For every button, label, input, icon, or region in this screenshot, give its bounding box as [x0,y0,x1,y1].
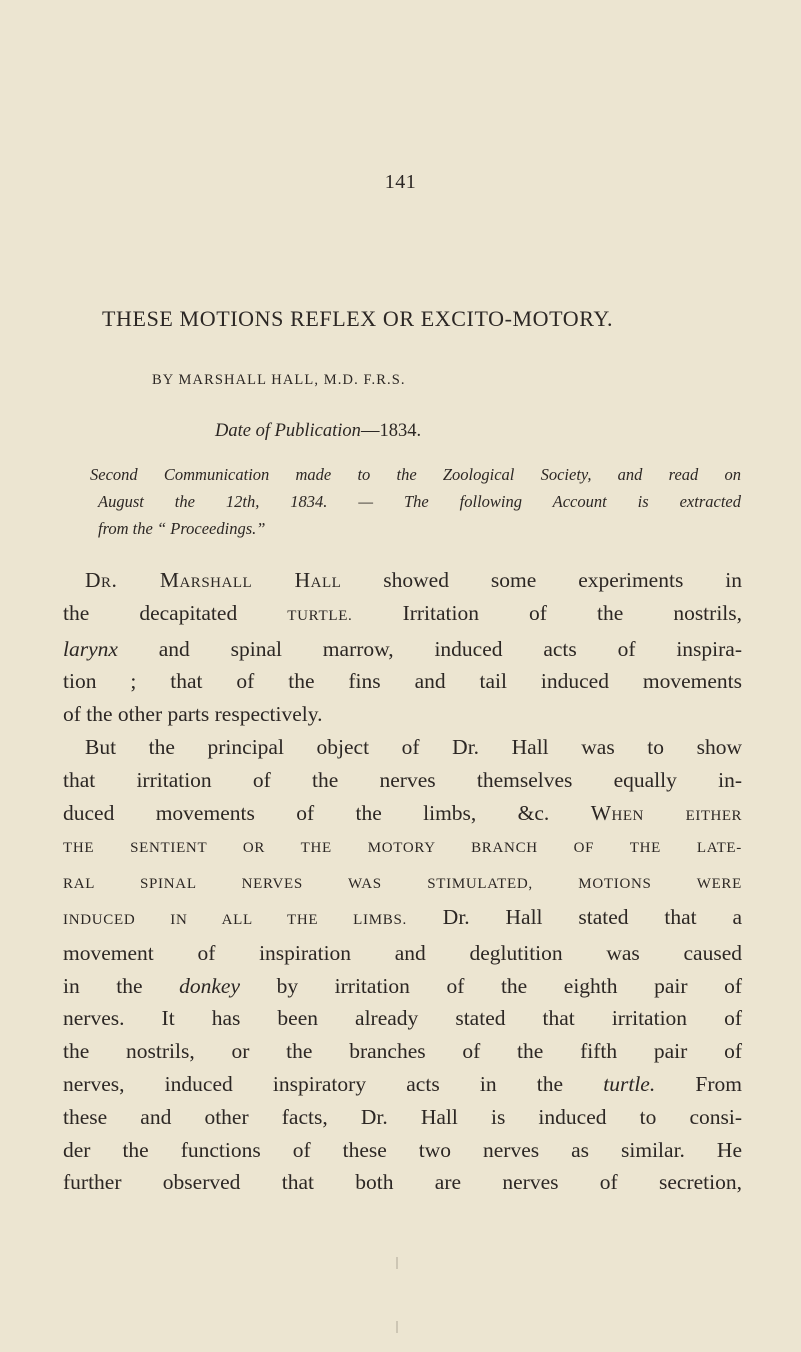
paper-mark [396,1321,398,1333]
italic-term: donkey [179,973,241,998]
body-line [63,564,742,597]
body-line: tion ; that of the fins and tail induced movements [63,669,742,694]
body-line [63,797,742,830]
body-line: further observed that both are nerves of secretion, [63,1170,742,1195]
body-text-span: showed some experiments in [341,568,742,592]
body-text-span: nerves, induced inspiratory acts in the [63,1071,604,1096]
body-line: der the functions of these two nerves as similar. He [63,1137,742,1162]
smallcaps-phrase: RAL SPINAL NERVES WAS STIMULATED, MOTIONS WERE [63,876,742,893]
smallcaps-phrase: When either [590,800,743,825]
intro-note [90,461,741,542]
body-line [63,633,742,666]
body-line [63,1068,742,1101]
body-line [63,865,742,901]
body-text-span: Irritation of the nostrils, [352,600,743,625]
body-line: these and other facts, Dr. Hall is induced to consi- [63,1104,742,1129]
body-line: But the principal object of Dr. Hall was to show [85,734,742,759]
body-text-span: by irritation of the eighth pair of [240,973,742,998]
body-line: movement of inspiration and deglutition was caused [63,940,742,965]
italic-term: larynx [63,636,118,661]
publication-date [215,421,421,442]
body-line: nerves. It has been already stated that irritation of [63,1006,742,1031]
publication-date-separator: — [360,421,380,441]
body-line [63,829,742,865]
publication-date-label: Date of Publication [215,421,361,441]
body-text-span: in the [63,973,180,998]
italic-term: turtle. [603,1071,656,1096]
body-line: the nostrils, or the branches of the fifth pair of [63,1039,742,1064]
body-text [63,564,742,1199]
publication-date-year: 1834. [379,421,422,441]
body-line: of the other parts respectively. [63,702,323,727]
body-line [63,901,742,937]
intro-line: August the 12th, 1834. — The following Account is extracted [98,492,741,511]
intro-line: Second Communication made to the Zoological Society, and read on [90,465,741,484]
article-title: THESE MOTIONS REFLEX OR EXCITO-MOTORY. [102,306,614,331]
smallcaps-phrase: INDUCED IN ALL THE LIMBS. [63,911,407,928]
smallcaps-phrase: THE SENTIENT OR THE MOTORY BRANCH OF THE LATE- [63,840,742,857]
body-text-span: duced movements of the limbs, &c. [63,800,591,825]
body-line [63,597,742,633]
body-text-span: From [655,1071,742,1096]
page-number: 141 [384,171,417,193]
body-text-span: the decapitated [63,600,288,625]
intro-line: from the “ Proceedings.” [98,519,266,538]
author-name-smallcaps: Dr. Marshall Hall [85,568,342,592]
author-byline: BY MARSHALL HALL, M.D. F.R.S. [152,372,406,388]
body-line [63,970,742,1003]
body-line: that irritation of the nerves themselves equally in- [63,767,742,792]
body-text-span: Dr. Hall stated that a [406,904,742,929]
smallcaps-term: TURTLE. [287,607,353,624]
body-text-span: and spinal marrow, induced acts of inspira- [117,636,742,661]
paper-mark [396,1257,398,1269]
